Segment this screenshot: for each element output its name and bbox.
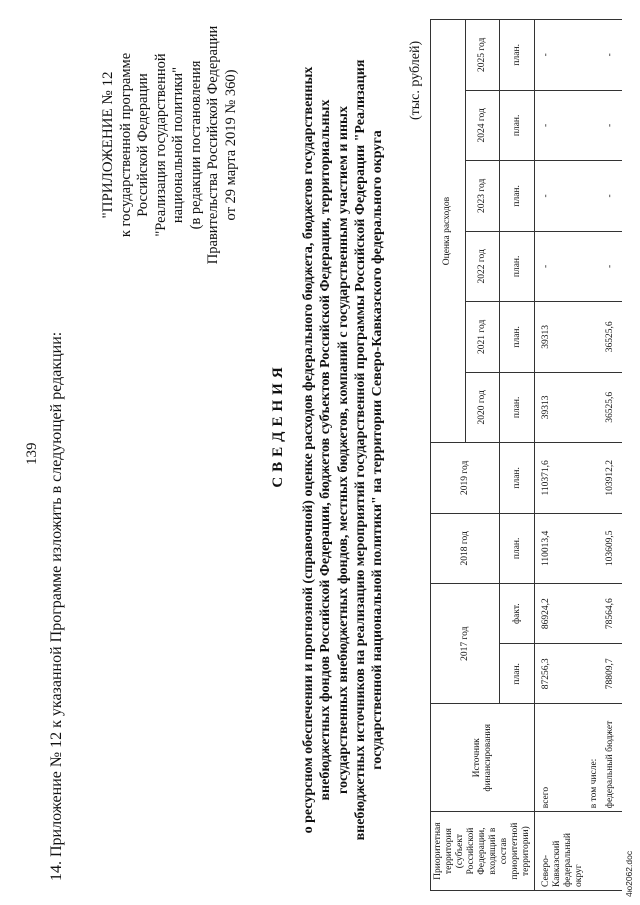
cell-value <box>587 161 603 232</box>
description-line: внебюджетных источников на реализацию мероприятий государственной программы Российской Федерации "Реализация <box>352 59 368 841</box>
header-source: Источник финансирования <box>431 704 535 812</box>
cell-value: - <box>535 90 588 161</box>
document-description <box>300 15 386 885</box>
cell-value: - <box>603 90 622 161</box>
cell-value: 78809,7 <box>603 644 622 704</box>
appendix-line: от 29 марта 2019 № 360) <box>222 69 239 221</box>
description-line: о ресурсном обеспечении и прогнозной (справочной) оценке расходов федерального бюджета, бюджетов государственных <box>301 66 316 834</box>
cell-value <box>587 584 603 644</box>
cell-value: 110013,4 <box>535 513 588 584</box>
subheader-plan: план. <box>500 231 535 302</box>
appendix-line: к государственной программе <box>117 52 134 238</box>
cell-source: федеральный бюджет <box>603 704 622 812</box>
header-territory: Приоритетная территория (субъект Российской Федерации, входящий в состав приоритетной территории) <box>431 812 535 891</box>
header-year-2021: 2021 год <box>465 302 500 373</box>
table-row <box>587 20 603 891</box>
cell-value: 39313 <box>535 372 588 443</box>
subheader-plan: план. <box>500 644 535 704</box>
subheader-fact: факт. <box>500 584 535 644</box>
subheader-plan: план. <box>500 443 535 514</box>
intro-line: 14. Приложение № 12 к указанной Программе изложить в следующей редакции: <box>48 331 65 881</box>
cell-value: 36525,6 <box>603 302 622 373</box>
cell-value: 78564,6 <box>603 584 622 644</box>
description-line: государственной национальной политики" на территории Северо-Кавказского федерального округа <box>370 130 386 770</box>
funding-table <box>430 19 622 891</box>
subheader-plan: план. <box>500 372 535 443</box>
cell-territory <box>587 812 603 891</box>
cell-territory <box>603 812 622 891</box>
cell-value <box>587 302 603 373</box>
header-year-2023: 2023 год <box>465 161 500 232</box>
cell-value: - <box>535 161 588 232</box>
description-line: государственных внебюджетных фондов, местных бюджетов, компаний с государственным участием и иных <box>335 106 351 795</box>
cell-value: 103609,5 <box>603 513 622 584</box>
cell-value: 36525,6 <box>603 372 622 443</box>
subheader-plan: план. <box>500 302 535 373</box>
cell-value <box>587 231 603 302</box>
cell-value: 39313 <box>535 302 588 373</box>
subheader-plan: план. <box>500 161 535 232</box>
appendix-line: (в редакции постановления <box>187 60 204 230</box>
header-year-2017: 2017 год <box>431 584 500 704</box>
appendix-line: "Реализация государственной <box>152 53 169 237</box>
subheader-plan: план. <box>500 513 535 584</box>
cell-value: 87256,3 <box>535 644 588 704</box>
document-heading: СВЕДЕНИЯ <box>270 362 286 488</box>
header-year-2018: 2018 год <box>431 513 500 584</box>
header-year-2022: 2022 год <box>465 231 500 302</box>
subheader-plan: план. <box>500 90 535 161</box>
cell-value: - <box>535 231 588 302</box>
cell-value <box>587 644 603 704</box>
page-number: 139 <box>24 442 40 465</box>
header-year-2020: 2020 год <box>465 372 500 443</box>
cell-value <box>587 513 603 584</box>
appendix-line: Российской Федерации <box>135 73 151 217</box>
appendix-line: Правительства Российской Федерации <box>205 25 221 265</box>
cell-value <box>587 20 603 91</box>
footer-file-code: 4ю2062.doc <box>624 850 634 897</box>
cell-territory: Северо-Кавказский федеральный округ <box>535 812 588 891</box>
cell-value <box>587 372 603 443</box>
table-row <box>603 20 622 891</box>
header-year-2019: 2019 год <box>431 443 500 514</box>
appendix-line: национальной политики" <box>170 66 186 224</box>
appendix-block <box>100 10 240 280</box>
cell-value: - <box>535 20 588 91</box>
cell-value <box>587 443 603 514</box>
cell-source: в том числе: <box>587 704 603 812</box>
unit-note: (тыс. рублей) <box>408 40 423 120</box>
description-line: внебюджетных фондов Российской Федерации, бюджетов субъектов Российской Федерации, территориальных <box>318 99 334 801</box>
header-estimates: Оценка расходов <box>431 20 466 443</box>
cell-value: 110371,6 <box>535 443 588 514</box>
cell-value <box>587 90 603 161</box>
table-row <box>535 20 588 891</box>
appendix-line: "ПРИЛОЖЕНИЕ № 12 <box>100 71 116 219</box>
cell-value: - <box>603 20 622 91</box>
header-year-2024: 2024 год <box>465 90 500 161</box>
cell-value: - <box>603 161 622 232</box>
cell-source: всего <box>535 704 588 812</box>
cell-value: 86924,2 <box>535 584 588 644</box>
cell-value: - <box>603 231 622 302</box>
cell-value: 103912,2 <box>603 443 622 514</box>
subheader-plan: план. <box>500 20 535 91</box>
header-year-2025: 2025 год <box>465 20 500 91</box>
